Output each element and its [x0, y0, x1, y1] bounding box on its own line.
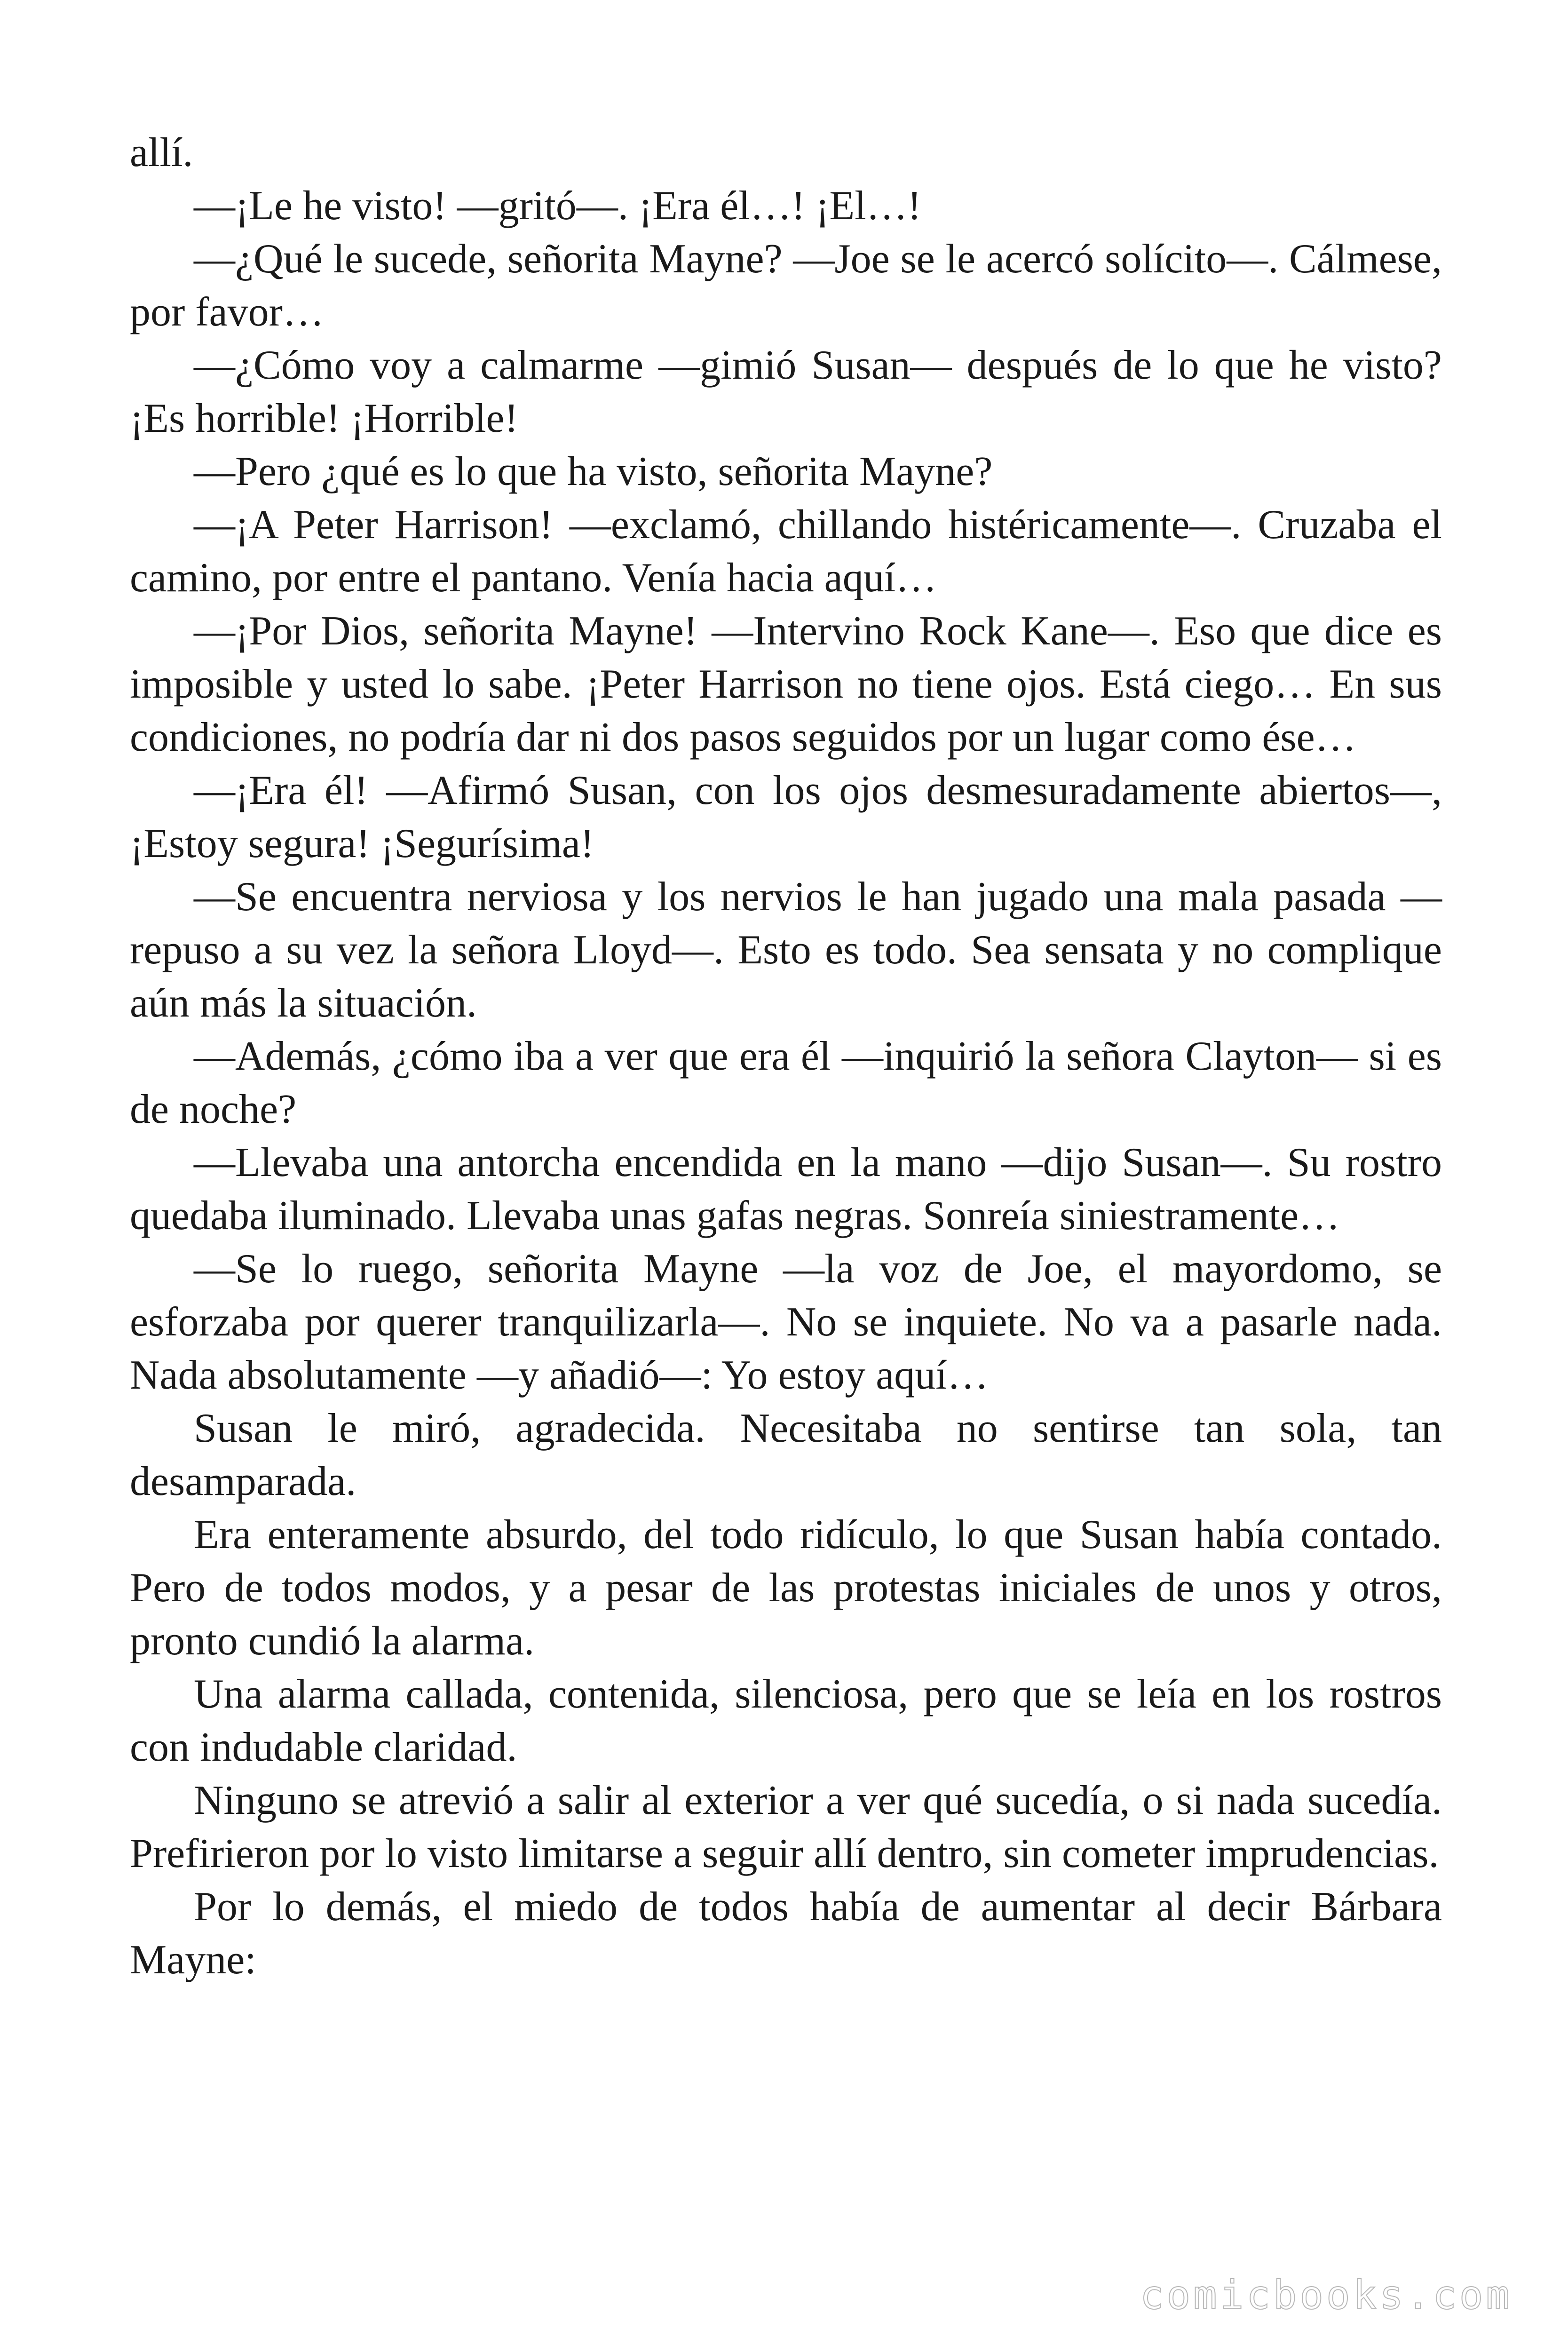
paragraph: —¡Le he visto! —gritó—. ¡Era él…! ¡El…!	[194, 183, 921, 229]
paragraph: —Se lo ruego, señorita Mayne —la voz de Joe, el mayordomo, se esforzaba por querer tranquilizarla—. No se inquiete. No va a pasarle nada. Nada absolutamente —y añadió—: Yo estoy aquí…	[130, 1246, 1442, 1398]
paragraph: Susan le miró, agradecida. Necesitaba no sentirse tan sola, tan desamparada.	[130, 1406, 1442, 1504]
paragraph: —¡Era él! —Afirmó Susan, con los ojos desmesuradamente abiertos—, ¡Estoy segura! ¡Segurísima!	[130, 768, 1442, 866]
paragraph: —¡Por Dios, señorita Mayne! —Intervino Rock Kane—. Eso que dice es imposible y usted lo sabe. ¡Peter Harrison no tiene ojos. Está ciego… En sus condiciones, no podría dar ni dos pasos seguidos por un lugar como ése…	[130, 608, 1442, 760]
paragraph: —Además, ¿cómo iba a ver que era él —inquirió la señora Clayton— si es de noche?	[130, 1033, 1442, 1132]
paragraph: —Llevaba una antorcha encendida en la mano —dijo Susan—. Su rostro quedaba iluminado. Llevaba unas gafas negras. Sonreía siniestramente…	[130, 1140, 1442, 1239]
paragraph: —¡A Peter Harrison! —exclamó, chillando histéricamente—. Cruzaba el camino, por entre el pantano. Venía hacia aquí…	[130, 502, 1442, 601]
body-text	[130, 126, 1442, 1986]
paragraph: Ninguno se atrevió a salir al exterior a ver qué sucedía, o si nada sucedía. Prefirieron por lo visto limitarse a seguir allí dentro, sin cometer imprudencias.	[130, 1778, 1442, 1876]
paragraph: allí.	[130, 130, 193, 175]
paragraph: Por lo demás, el miedo de todos había de aumentar al decir Bárbara Mayne:	[130, 1884, 1442, 1983]
paragraph: —Se encuentra nerviosa y los nervios le han jugado una mala pasada —repuso a su vez la señora Lloyd—. Esto es todo. Sea sensata y no complique aún más la situación.	[130, 874, 1442, 1026]
paragraph: Una alarma callada, contenida, silenciosa, pero que se leía en los rostros con indudable claridad.	[130, 1671, 1442, 1770]
paragraph: —Pero ¿qué es lo que ha visto, señorita Mayne?	[194, 449, 993, 494]
paragraph: —¿Cómo voy a calmarme —gimió Susan— después de lo que he visto? ¡Es horrible! ¡Horrible!	[130, 342, 1442, 441]
paragraph: —¿Qué le sucede, señorita Mayne? —Joe se le acercó solícito—. Cálmese, por favor…	[130, 236, 1442, 335]
watermark: comicbooks.com	[1140, 2272, 1513, 2318]
paragraph: Era enteramente absurdo, del todo ridículo, lo que Susan había contado. Pero de todos modos, y a pesar de las protestas iniciales de unos y otros, pronto cundió la alarma.	[130, 1512, 1442, 1664]
